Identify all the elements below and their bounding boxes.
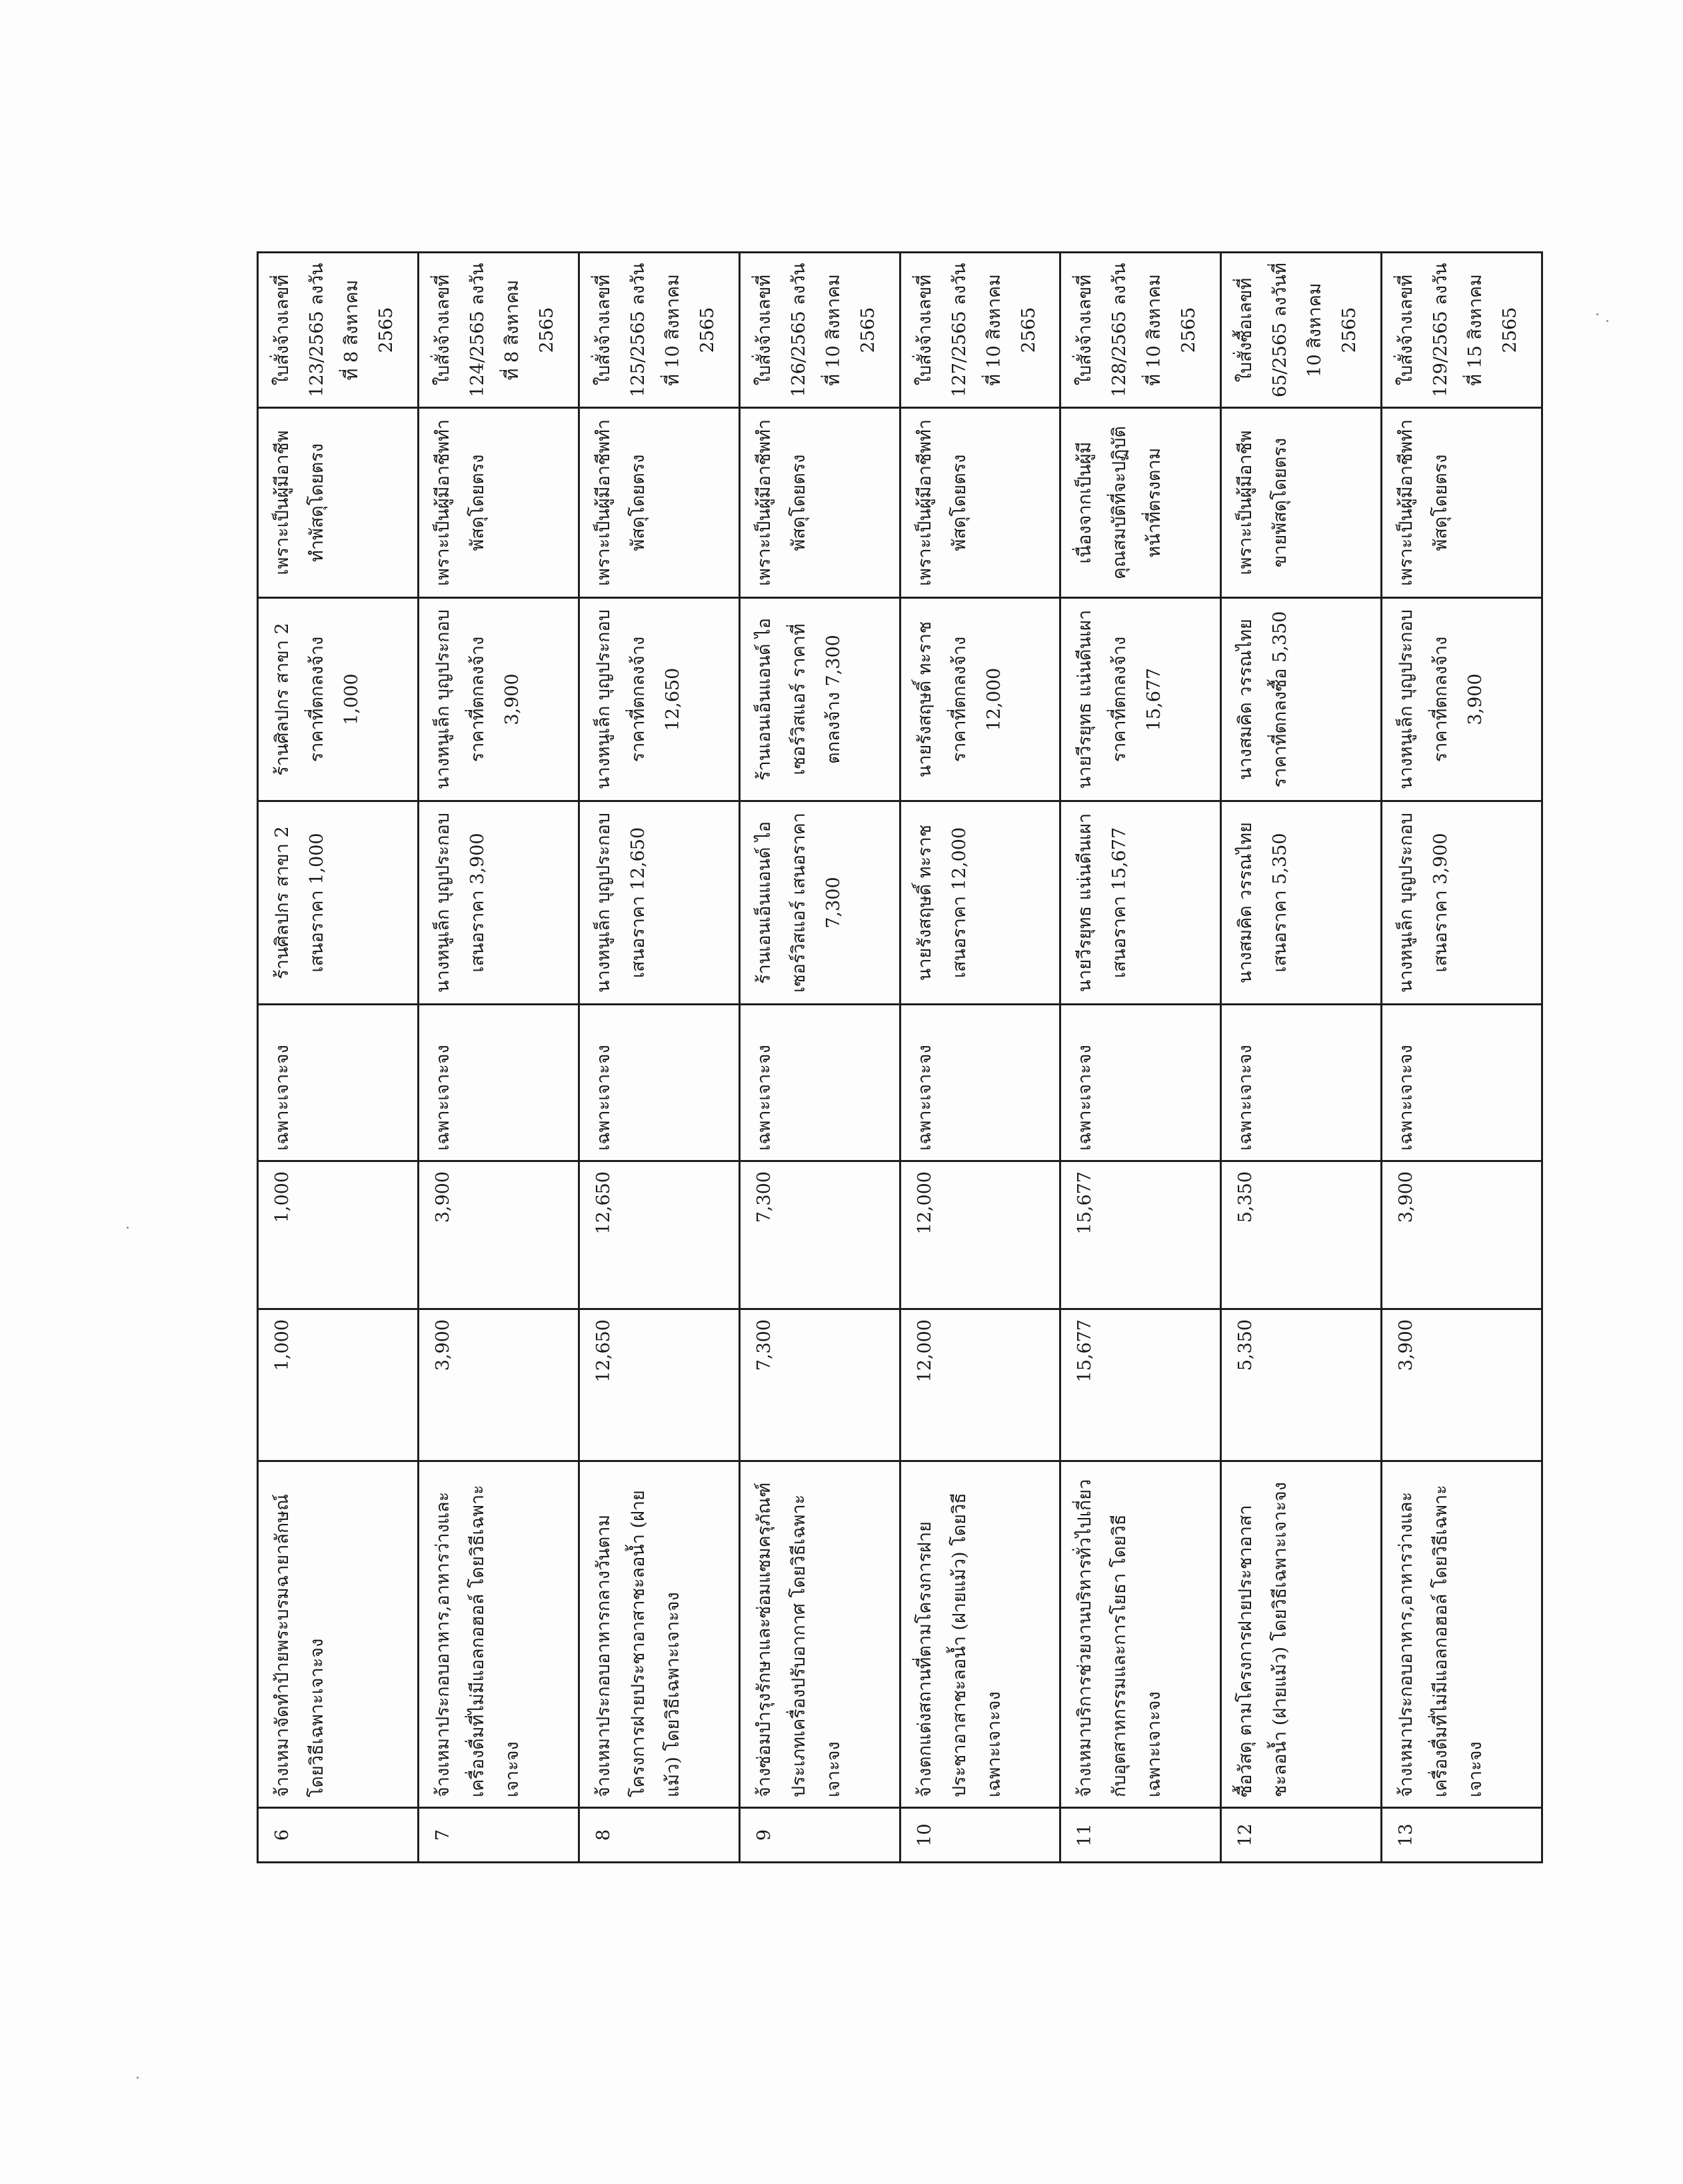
order-reference: ใบสั่งจ้างเลขที่ 125/2565 ลงวันที่ 10 สิงหาคม 2565 (579, 253, 739, 408)
table-row (258, 253, 419, 1863)
budget-amount: 12,650 (579, 1309, 739, 1461)
selected-vendor: ร้านศิลปกร สาขา 2 ราคาที่ตกลงจ้าง 1,000 (258, 598, 419, 801)
procurement-method: เฉพาะเจาะจง (739, 1005, 900, 1161)
procurement-method: เฉพาะเจาะจง (1221, 1005, 1382, 1161)
procurement-method: เฉพาะเจาะจง (579, 1005, 739, 1161)
selection-reason: เพราะเป็นผู้มีอาชีพขายพัสดุโดยตรง (1221, 408, 1382, 598)
bidders-and-prices: นายวีรยุทธ แน่นดีนเผา เสนอราคา 15,677 (1060, 801, 1221, 1005)
bidders-and-prices: นางหนูเล็ก บุญประกอบ เสนอราคา 12,650 (579, 801, 739, 1005)
order-reference: ใบสั่งจ้างเลขที่ 128/2565 ลงวันที่ 10 สิงหาคม 2565 (1060, 253, 1221, 408)
selected-vendor: นางหนูเล็ก บุญประกอบ ราคาที่ตกลงจ้าง 3,900 (418, 598, 579, 801)
order-reference: ใบสั่งจ้างเลขที่ 124/2565 ลงวันที่ 8 สิงหาคม 2565 (418, 253, 579, 408)
bidders-and-prices: นายรังสฤษดิ์ ทะราช เสนอราคา 12,000 (900, 801, 1060, 1005)
table-row (739, 253, 900, 1863)
bidders-and-prices: นางสมคิด วรรณไทย เสนอราคา 5,350 (1221, 801, 1382, 1005)
selection-reason: เพราะเป็นผู้มีอาชีพทำพัสดุโดยตรง (900, 408, 1060, 598)
table-row (1382, 253, 1542, 1863)
procurement-method: เฉพาะเจาะจง (418, 1005, 579, 1161)
row-number: 8 (579, 1808, 739, 1863)
table-row (1060, 253, 1221, 1863)
budget-amount: 15,677 (1060, 1309, 1221, 1461)
selection-reason: เพราะเป็นผู้มีอาชีพทำพัสดุโดยตรง (579, 408, 739, 598)
row-number: 9 (739, 1808, 900, 1863)
budget-amount: 3,900 (1382, 1309, 1542, 1461)
budget-amount: 7,300 (739, 1309, 900, 1461)
work-description: จ้างซ่อมบำรุงรักษาและซ่อมแซมครุภัณฑ์ประเภทเครื่องปรับอากาศ โดยวิธีเฉพาะเจาะจง (739, 1461, 900, 1808)
median-price: 3,900 (1382, 1161, 1542, 1309)
budget-amount: 3,900 (418, 1309, 579, 1461)
median-price: 1,000 (258, 1161, 419, 1309)
procurement-method: เฉพาะเจาะจง (1382, 1005, 1542, 1161)
work-description: ซื้อวัสดุ ตามโครงการฝายประชาอาสาชะลอน้ำ (ฝายแม้ว) โดยวิธีเฉพาะเจาะจง (1221, 1461, 1382, 1808)
selected-vendor: นายวีรยุทธ แน่นดีนเผา ราคาที่ตกลงจ้าง 15,677 (1060, 598, 1221, 801)
procurement-method: เฉพาะเจาะจง (900, 1005, 1060, 1161)
selection-reason: เพราะเป็นผู้มีอาชีพทำพัสดุโดยตรง (1382, 408, 1542, 598)
row-number: 6 (258, 1808, 419, 1863)
work-description: จ้างเหมาประกอบอาหาร,อาหารว่างและเครื่องดื่มที่ไม่มีแอลกอฮอล์ โดยวิธีเฉพาะเจาะจง (418, 1461, 579, 1808)
median-price: 3,900 (418, 1161, 579, 1309)
selected-vendor: นางสมคิด วรรณไทย ราคาที่ตกลงซื้อ 5,350 (1221, 598, 1382, 801)
order-reference: ใบสั่งจ้างเลขที่ 123/2565 ลงวันที่ 8 สิงหาคม 2565 (258, 253, 419, 408)
median-price: 15,677 (1060, 1161, 1221, 1309)
procurement-method: เฉพาะเจาะจง (258, 1005, 419, 1161)
work-description: จ้างเหมาประกอบอาหารกลางวันตามโครงการฝายประชาอาสาชะลอน้ำ (ฝายแม้ว) โดยวิธีเฉพาะเจาะจง (579, 1461, 739, 1808)
bidders-and-prices: ร้านเอนเอ็นแอนด์ ไอเซอร์วิสแอร์ เสนอราคา 7,300 (739, 801, 900, 1005)
row-number: 13 (1382, 1808, 1542, 1863)
median-price: 7,300 (739, 1161, 900, 1309)
bidders-and-prices: นางหนูเล็ก บุญประกอบ เสนอราคา 3,900 (1382, 801, 1542, 1005)
work-description: จ้างเหมาบริการช่วยงานบริหารทั่วไปเกี่ยวกับอุตสาหกรรมและการโยธา โดยวิธีเฉพาะเจาะจง (1060, 1461, 1221, 1808)
selection-reason: เนื่องจากเป็นผู้มีคุณสมบัติที่จะปฏิบัติหน้าที่ตรงตาม (1060, 408, 1221, 598)
work-description: จ้างเหมาประกอบอาหาร,อาหารว่างและเครื่องดื่มที่ไม่มีแอลกอฮอล์ โดยวิธีเฉพาะเจาะจง (1382, 1461, 1542, 1808)
median-price: 12,650 (579, 1161, 739, 1309)
bidders-and-prices: ร้านศิลปกร สาขา 2 เสนอราคา 1,000 (258, 801, 419, 1005)
work-description: จ้างเหมาจัดทำป้ายพระบรมฉายาลักษณ์ โดยวิธีเฉพาะเจาะจง (258, 1461, 419, 1808)
procurement-table (257, 251, 1543, 1863)
order-reference: ใบสั่งจ้างเลขที่ 129/2565 ลงวันที่ 15 สิงหาคม 2565 (1382, 253, 1542, 408)
selected-vendor: นางหนูเล็ก บุญประกอบ ราคาที่ตกลงจ้าง 3,900 (1382, 598, 1542, 801)
budget-amount: 5,350 (1221, 1309, 1382, 1461)
table-row (900, 253, 1060, 1863)
table-row (1221, 253, 1382, 1863)
row-number: 12 (1221, 1808, 1382, 1863)
table-row (418, 253, 579, 1863)
selected-vendor: ร้านเอนเอ็นแอนด์ ไอเซอร์วิสแอร์ ราคาที่ตกลงจ้าง 7,300 (739, 598, 900, 801)
selection-reason: เพราะเป็นผู้มีอาชีพ ทำพัสดุโดยตรง (258, 408, 419, 598)
selected-vendor: นายรังสฤษดิ์ ทะราช ราคาที่ตกลงจ้าง 12,000 (900, 598, 1060, 801)
rotated-table-wrapper (257, 253, 1543, 1863)
order-reference: ใบสั่งจ้างเลขที่ 126/2565 ลงวันที่ 10 สิงหาคม 2565 (739, 253, 900, 408)
bidders-and-prices: นางหนูเล็ก บุญประกอบ เสนอราคา 3,900 (418, 801, 579, 1005)
order-reference: ใบสั่งจ้างเลขที่ 127/2565 ลงวันที่ 10 สิงหาคม 2565 (900, 253, 1060, 408)
budget-amount: 12,000 (900, 1309, 1060, 1461)
row-number: 11 (1060, 1808, 1221, 1863)
row-number: 7 (418, 1808, 579, 1863)
procurement-method: เฉพาะเจาะจง (1060, 1005, 1221, 1161)
order-reference: ใบสั่งซื้อเลขที่ 65/2565 ลงวันที่ 10 สิงหาคม 2565 (1221, 253, 1382, 408)
budget-amount: 1,000 (258, 1309, 419, 1461)
median-price: 12,000 (900, 1161, 1060, 1309)
selection-reason: เพราะเป็นผู้มีอาชีพทำพัสดุโดยตรง (418, 408, 579, 598)
table-body (258, 253, 1542, 1863)
table-row (579, 253, 739, 1863)
row-number: 10 (900, 1808, 1060, 1863)
selected-vendor: นางหนูเล็ก บุญประกอบ ราคาที่ตกลงจ้าง 12,650 (579, 598, 739, 801)
selection-reason: เพราะเป็นผู้มีอาชีพทำพัสดุโดยตรง (739, 408, 900, 598)
median-price: 5,350 (1221, 1161, 1382, 1309)
work-description: จ้างตกแต่งสถานที่ตามโครงการฝายประชาอาสาชะลอน้ำ (ฝายแม้ว) โดยวิธีเฉพาะเจาะจง (900, 1461, 1060, 1808)
